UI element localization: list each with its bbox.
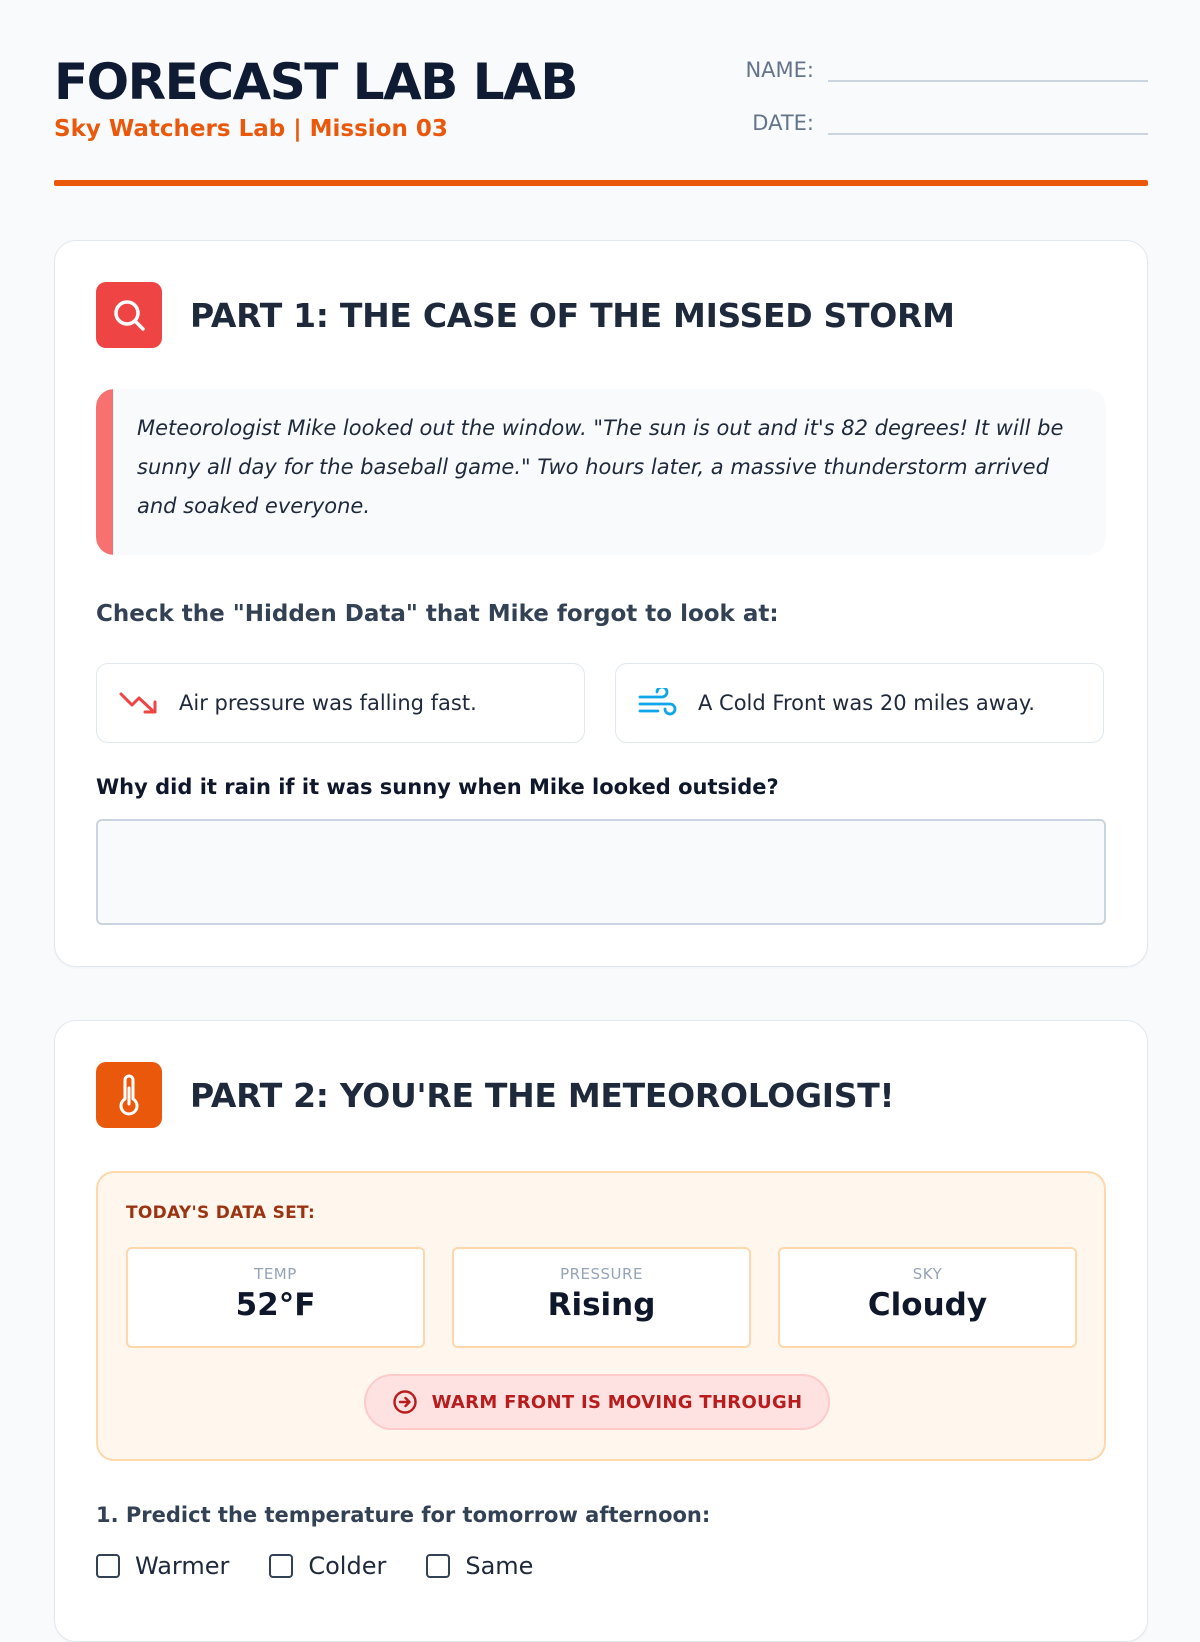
option-warmer[interactable] (96, 1552, 229, 1580)
search-icon (96, 282, 162, 348)
option-label: Warmer (135, 1552, 230, 1580)
header-divider (54, 180, 1148, 186)
name-field (694, 58, 1148, 82)
option-label: Same (465, 1552, 534, 1580)
alert-badge (364, 1374, 830, 1430)
story-accent-bar (96, 389, 113, 555)
page-title: FORECAST LAB LAB (54, 53, 577, 111)
arrow-circle-right-icon (392, 1389, 418, 1415)
stat-label: PRESSURE (560, 1265, 643, 1283)
thermometer-icon (96, 1062, 162, 1128)
part2-header (96, 1062, 894, 1128)
checkbox[interactable] (269, 1554, 293, 1578)
option-colder[interactable] (269, 1552, 386, 1580)
part2-title: PART 2: YOU'RE THE METEOROLOGIST! (190, 1075, 895, 1115)
option-label: Colder (308, 1552, 387, 1580)
wind-icon (638, 688, 678, 718)
option-same[interactable] (426, 1552, 533, 1580)
worksheet-header (54, 52, 1148, 187)
name-label: NAME: (745, 58, 814, 82)
checkbox[interactable] (426, 1554, 450, 1578)
answer-box[interactable] (96, 819, 1106, 925)
trending-down-icon (119, 688, 159, 718)
stat-sky (778, 1247, 1077, 1348)
data-set-panel (96, 1171, 1106, 1461)
check-prompt: Check the "Hidden Data" that Mike forgot to look at: (96, 601, 779, 627)
page-subtitle: Sky Watchers Lab | Mission 03 (54, 116, 448, 142)
stat-temp (126, 1247, 425, 1348)
stat-value: 52°F (235, 1287, 316, 1323)
clue-text: A Cold Front was 20 miles away. (698, 691, 1035, 715)
part1-header (96, 282, 955, 348)
story-text: Meteorologist Mike looked out the window. "The sun is out and it's 82 degrees! It will be sunny all day for the baseball game." Two hours later, a massive thunderstorm arrived and soaked everyone. (137, 416, 1064, 518)
prediction-options (96, 1552, 573, 1580)
date-input-line[interactable] (828, 111, 1148, 135)
part2-card (54, 1020, 1148, 1642)
story-callout (96, 389, 1106, 555)
why-question: Why did it rain if it was sunny when Mike looked outside? (96, 775, 779, 799)
stat-label: TEMP (254, 1265, 297, 1283)
date-label: DATE: (752, 111, 814, 135)
stat-label: SKY (912, 1265, 943, 1283)
checkbox[interactable] (96, 1554, 120, 1578)
name-input-line[interactable] (828, 58, 1148, 82)
stat-value: Rising (547, 1287, 656, 1323)
clue-card-pressure[interactable] (96, 663, 585, 743)
part1-title: PART 1: THE CASE OF THE MISSED STORM (190, 295, 955, 335)
stat-value: Cloudy (867, 1287, 988, 1323)
stat-pressure (452, 1247, 751, 1348)
alert-text: WARM FRONT IS MOVING THROUGH (431, 1391, 803, 1413)
clue-text: Air pressure was falling fast. (179, 691, 477, 715)
part1-card (54, 240, 1148, 967)
date-field (694, 111, 1148, 135)
clue-card-front[interactable] (615, 663, 1104, 743)
data-set-label: TODAY'S DATA SET: (126, 1203, 316, 1223)
predict-question: 1. Predict the temperature for tomorrow afternoon: (96, 1503, 711, 1527)
